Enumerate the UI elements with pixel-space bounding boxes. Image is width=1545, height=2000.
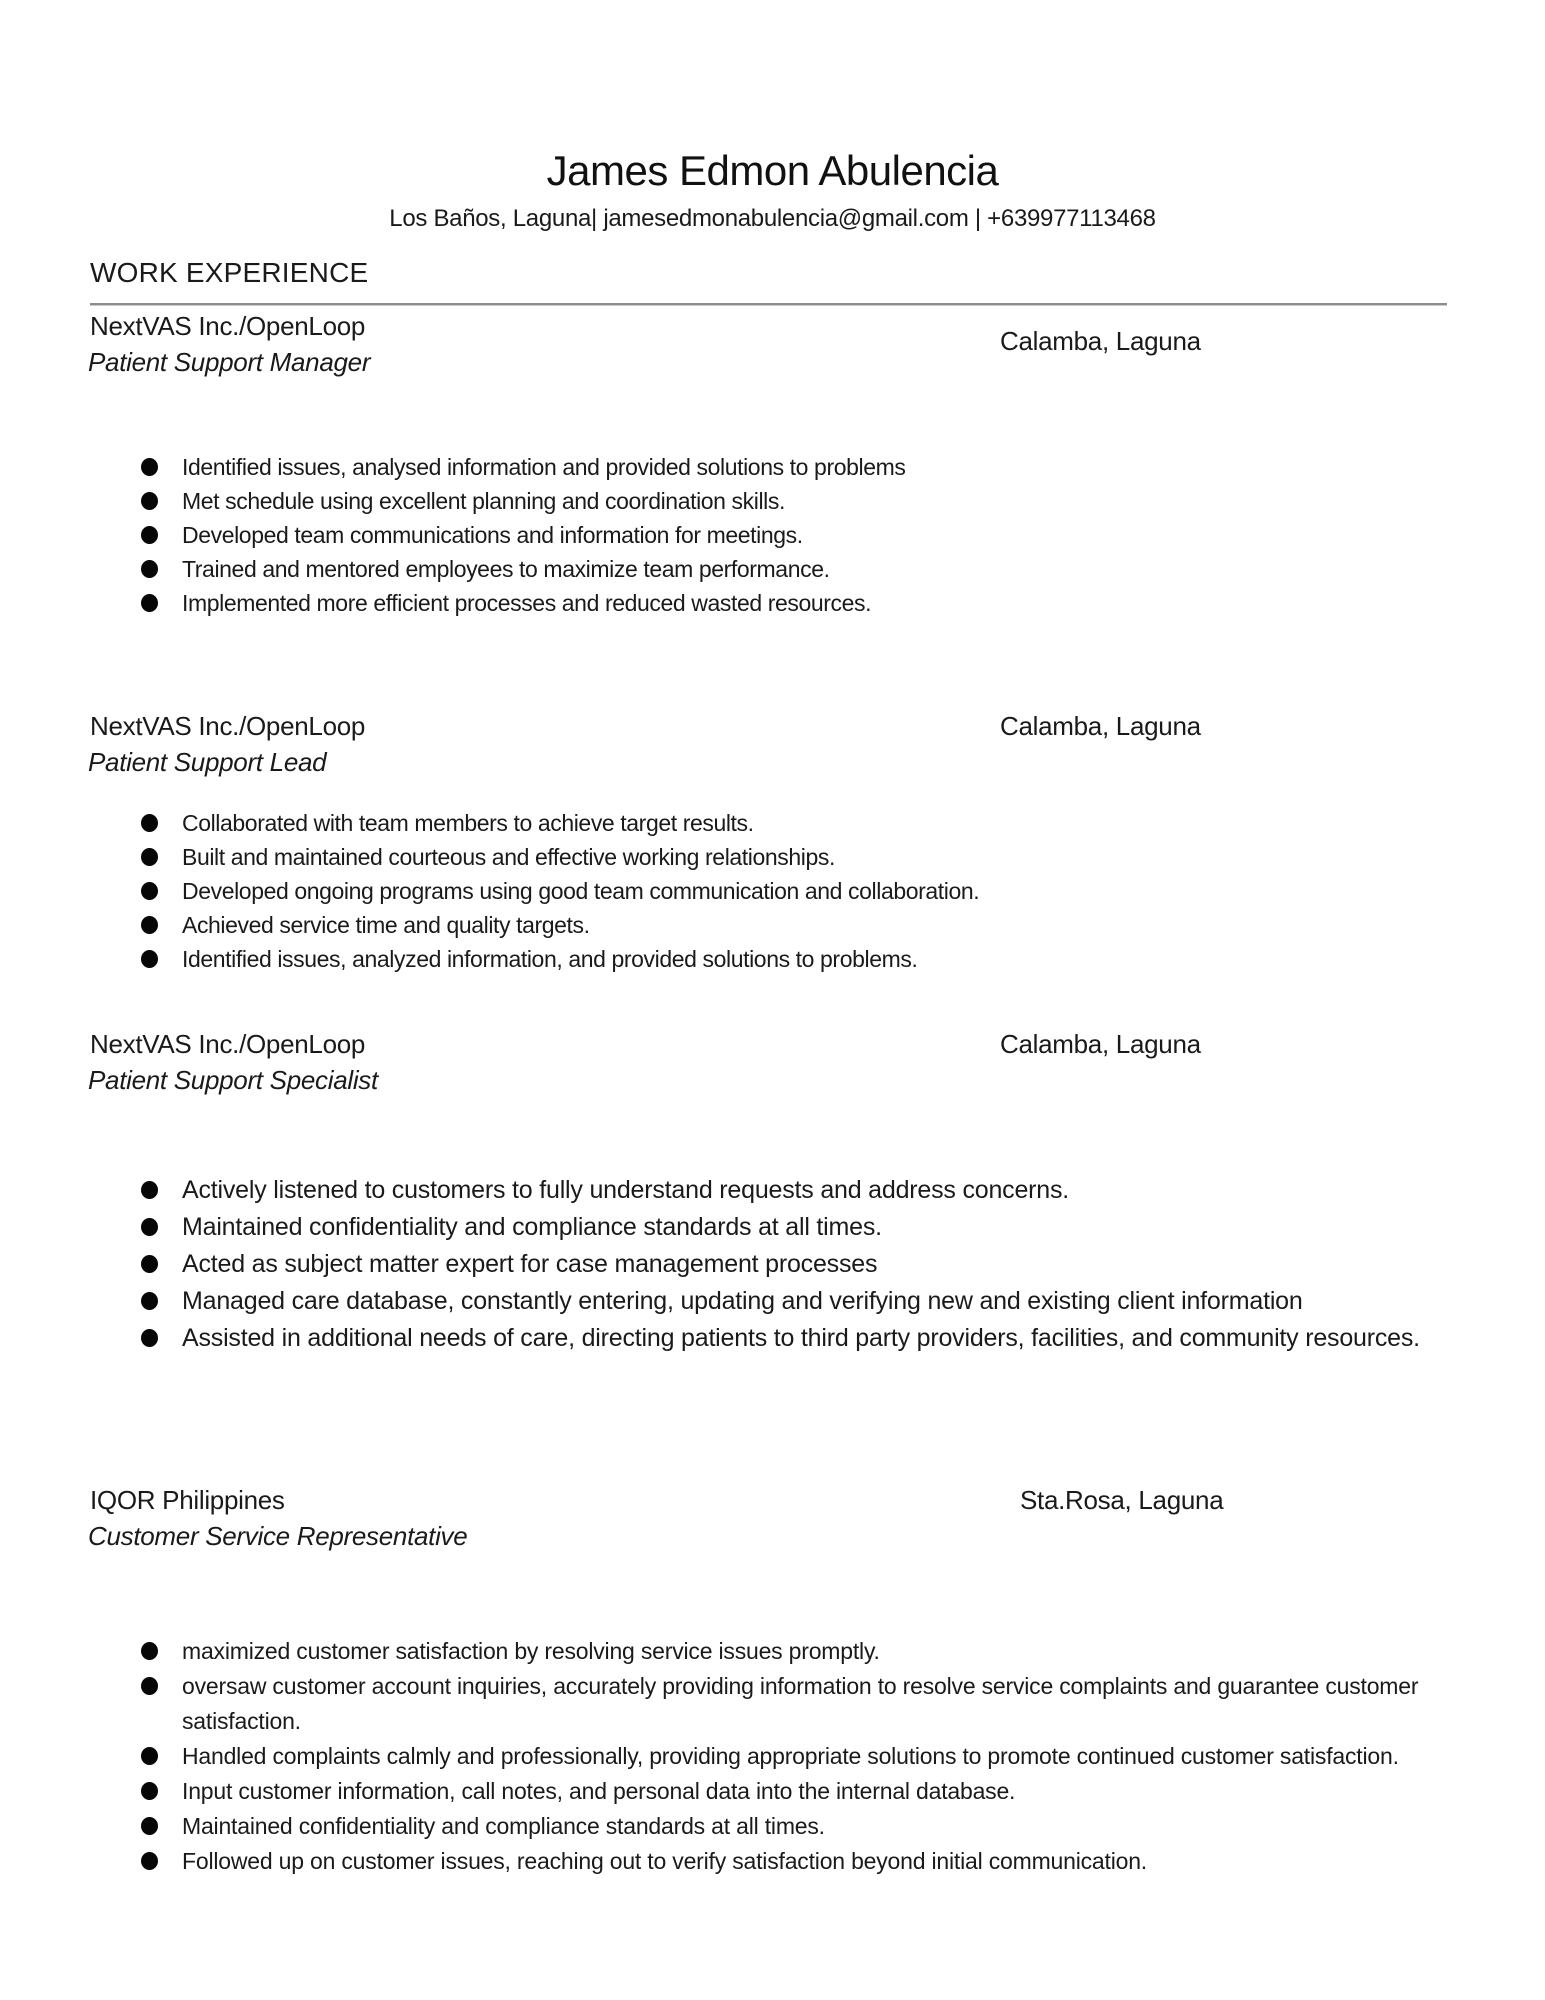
- bullet-icon: [141, 560, 158, 578]
- bullet-icon: [141, 1292, 158, 1310]
- job-location: Calamba, Laguna: [1000, 1029, 1201, 1059]
- bullet-text: oversaw customer account inquiries, accurately providing information to resolve service complaints and guarantee customer satisfaction.: [182, 1673, 1419, 1734]
- bullet-text: Developed ongoing programs using good team communication and collaboration.: [182, 878, 980, 904]
- bullet-text: Identified issues, analysed information and provided solutions to problems: [182, 454, 906, 480]
- list-item: [141, 1320, 1491, 1357]
- bullet-text: Trained and mentored employees to maximize team performance.: [182, 556, 830, 582]
- bullet-icon: [141, 1255, 158, 1273]
- list-item: [141, 1246, 1491, 1283]
- bullet-icon: [141, 814, 158, 832]
- bullet-text: Maintained confidentiality and compliance standards at all times.: [182, 1813, 825, 1839]
- bullet-icon: [141, 1817, 158, 1835]
- list-item: [141, 450, 1491, 484]
- bullet-icon: [141, 1747, 158, 1765]
- job-location: Sta.Rosa, Laguna: [1020, 1485, 1224, 1515]
- bullet-icon: [141, 1642, 158, 1660]
- list-item: [141, 840, 1491, 874]
- candidate-name: James Edmon Abulencia: [546, 147, 999, 194]
- job-entry-patient-support-lead: [88, 708, 1480, 972]
- bullet-icon: [141, 882, 158, 900]
- job-location: Calamba, Laguna: [1000, 326, 1201, 356]
- bullet-list: [141, 806, 1491, 976]
- bullet-text: Handled complaints calmly and professionally, providing appropriate solutions to promote continued customer satisfaction.: [182, 1743, 1399, 1769]
- job-entry-customer-service-representative: [88, 1482, 1480, 1874]
- bullet-icon: [141, 950, 158, 968]
- bullet-icon: [141, 526, 158, 544]
- list-item: [141, 1669, 1491, 1739]
- list-item: [141, 1634, 1491, 1669]
- bullet-text: Managed care database, constantly entering, updating and verifying new and existing client information: [182, 1287, 1303, 1315]
- bullet-text: Collaborated with team members to achieve target results.: [182, 810, 754, 836]
- bullet-text: Actively listened to customers to fully understand requests and address concerns.: [182, 1176, 1070, 1204]
- bullet-text: Acted as subject matter expert for case management processes: [182, 1250, 878, 1278]
- bullet-icon: [141, 594, 158, 612]
- company-name: NextVAS Inc./OpenLoop: [90, 711, 366, 741]
- bullet-text: Built and maintained courteous and effective working relationships.: [182, 844, 835, 870]
- job-entry-patient-support-manager: [88, 308, 1480, 616]
- job-title: Patient Support Manager: [88, 347, 371, 377]
- list-item: [141, 1844, 1491, 1879]
- list-item: [141, 1809, 1491, 1844]
- job-entry-patient-support-specialist: [88, 1026, 1480, 1352]
- bullet-text: maximized customer satisfaction by resolving service issues promptly.: [182, 1638, 880, 1664]
- bullet-icon: [141, 916, 158, 934]
- list-item: [141, 806, 1491, 840]
- bullet-text: Followed up on customer issues, reaching out to verify satisfaction beyond initial communication.: [182, 1848, 1147, 1874]
- bullet-icon: [141, 1218, 158, 1236]
- company-name: IQOR Philippines: [90, 1485, 285, 1515]
- contact-info: Los Baños, Laguna| jamesedmonabulencia@gmail.com | +639977113468: [389, 205, 1156, 232]
- job-location: Calamba, Laguna: [1000, 711, 1201, 741]
- list-item: [141, 1172, 1491, 1209]
- bullet-text: Achieved service time and quality targets.: [182, 912, 590, 938]
- bullet-icon: [141, 1782, 158, 1800]
- bullet-icon: [141, 1677, 158, 1695]
- bullet-text: Assisted in additional needs of care, directing patients to third party providers, facilities, and community resources.: [182, 1324, 1420, 1352]
- bullet-list: [141, 450, 1491, 620]
- bullet-icon: [141, 1181, 158, 1199]
- bullet-text: Met schedule using excellent planning and coordination skills.: [182, 488, 785, 514]
- list-item: [141, 1209, 1491, 1246]
- bullet-icon: [141, 848, 158, 866]
- job-title: Customer Service Representative: [88, 1521, 468, 1551]
- list-item: [141, 1739, 1491, 1774]
- company-name: NextVAS Inc./OpenLoop: [90, 1029, 366, 1059]
- bullet-list: [141, 1172, 1491, 1357]
- list-item: [141, 484, 1491, 518]
- list-item: [141, 874, 1491, 908]
- bullet-icon: [141, 458, 158, 476]
- job-title: Patient Support Lead: [88, 747, 327, 777]
- list-item: [141, 1283, 1491, 1320]
- list-item: [141, 1774, 1491, 1809]
- section-heading-work-experience: WORK EXPERIENCE: [90, 257, 369, 288]
- list-item: [141, 518, 1491, 552]
- bullet-icon: [141, 1852, 158, 1870]
- bullet-text: Developed team communications and information for meetings.: [182, 522, 803, 548]
- list-item: [141, 942, 1491, 976]
- job-title: Patient Support Specialist: [88, 1065, 378, 1095]
- bullet-text: Identified issues, analyzed information, and provided solutions to problems.: [182, 946, 918, 972]
- bullet-text: Implemented more efficient processes and reduced wasted resources.: [182, 590, 872, 616]
- list-item: [141, 552, 1491, 586]
- bullet-icon: [141, 1329, 158, 1347]
- section-divider: [90, 303, 1447, 306]
- bullet-icon: [141, 492, 158, 510]
- bullet-text: Maintained confidentiality and compliance standards at all times.: [182, 1213, 882, 1241]
- bullet-text: Input customer information, call notes, and personal data into the internal database.: [182, 1778, 1016, 1804]
- list-item: [141, 586, 1491, 620]
- list-item: [141, 908, 1491, 942]
- company-name: NextVAS Inc./OpenLoop: [90, 311, 366, 341]
- bullet-list: [141, 1634, 1491, 1879]
